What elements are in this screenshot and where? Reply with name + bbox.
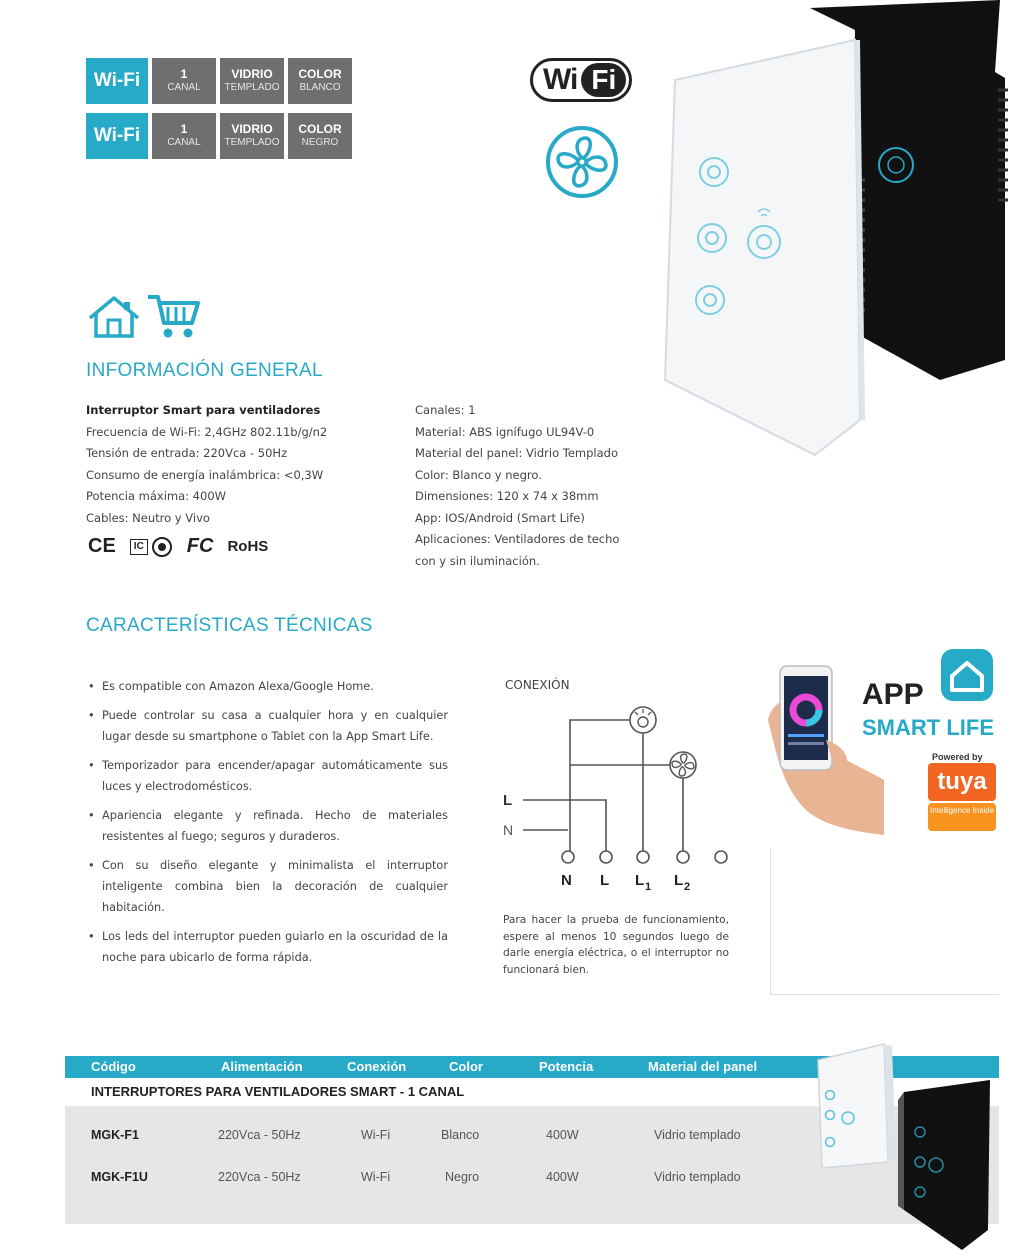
terminal-L2-label: L: [674, 872, 684, 889]
list-item: • Apariencia elegante y refinada. Hecho de materiales resistentes al fuego; seguros y duraderos.: [88, 805, 448, 847]
terminal-N-label: N: [561, 872, 572, 889]
fan-diagram-icon: [670, 752, 696, 778]
features-list: [88, 676, 448, 976]
product-switches-image: [660, 0, 1024, 460]
col-material: Material del panel: [648, 1059, 758, 1074]
connection-title: CONEXIÓN: [505, 678, 570, 692]
test-note: Para hacer la prueba de funcionamiento, espere al menos 10 segundos luego de darle energía eléctrica, o el interruptor no funcionará bien.: [503, 914, 729, 976]
badge-wifi: Wi-Fi: [86, 58, 148, 104]
badge-channel: 1 CANAL: [152, 113, 216, 159]
col-potencia: Potencia: [539, 1059, 594, 1074]
general-info-heading: INFORMACIÓN GENERAL: [86, 360, 323, 381]
badge-row-white: [86, 58, 352, 104]
blank-panel: [770, 848, 999, 995]
col-codigo: Código: [91, 1059, 136, 1074]
badge-row-black: [86, 113, 352, 159]
certifications: [88, 535, 268, 558]
terminal-L2-sub: 2: [684, 881, 691, 893]
general-info-left: Interruptor Smart para ventiladores Frecuencia de Wi-Fi: 2,4GHz 802.11b/g/n2 Tensión de entrada: 220Vca - 50Hz Consumo de energía inalámbrica: <0,3W Potencia máxima: 400W Cables: Neutro y Vivo: [86, 403, 328, 525]
line-L-label: L: [503, 792, 513, 809]
shopping-cart-icon: [146, 293, 200, 341]
badge-glass: VIDRIO TEMPLADO: [220, 58, 284, 104]
list-item: • Es compatible con Amazon Alexa/Google Home.: [88, 676, 448, 697]
badge-glass: VIDRIO TEMPLADO: [220, 113, 284, 159]
col-alimentacion: Alimentación: [221, 1059, 303, 1074]
tuya-tagline: Intelligence Inside: [928, 803, 996, 831]
ul-circle-icon: [151, 536, 173, 558]
table-row: MGK-F1 220Vca - 50Hz Wi-Fi Blanco 400W Vidrio templado: [91, 1128, 741, 1142]
ce-mark: CE: [88, 535, 116, 557]
product-thumbnails-image: [812, 1040, 1024, 1255]
powered-by-label: Powered by: [932, 752, 983, 762]
ic-mark: IC: [130, 536, 173, 558]
table-title-row: [65, 1078, 845, 1106]
line-N-label: N: [503, 822, 514, 838]
terminal-L-label: L: [600, 872, 610, 889]
badge-color: COLOR NEGRO: [288, 113, 352, 159]
smart-life-label: SMART LIFE: [862, 715, 994, 740]
list-item: • Los leds del interruptor pueden guiarlo en la oscuridad de la noche para ubicarlo de forma rápida.: [88, 926, 448, 968]
fan-icon: [545, 125, 619, 199]
list-item: • Con su diseño elegante y minimalista el interruptor inteligente combina bien la decoración de cualquier habitación.: [88, 855, 448, 918]
badge-wifi: Wi-Fi: [86, 113, 148, 159]
badge-color: COLOR BLANCO: [288, 58, 352, 104]
table-row: MGK-F1U 220Vca - 50Hz Wi-Fi Negro 400W Vidrio templado: [91, 1170, 741, 1184]
terminal-L1-sub: 1: [645, 881, 652, 893]
tech-heading: CARACTERÍSTICAS TÉCNICAS: [86, 615, 373, 636]
list-item: • Temporizador para encender/apagar automáticamente sus luces y electrodomésticos.: [88, 755, 448, 797]
wifi-logo: Wi Fi: [530, 58, 632, 102]
list-item: • Puede controlar su casa a cualquier hora y en cualquier lugar desde su smartphone o Tablet con la App Smart Life.: [88, 705, 448, 747]
app-label: APP: [862, 678, 924, 711]
house-icon: [86, 294, 142, 340]
col-color: Color: [449, 1059, 483, 1074]
terminal-L1-label: L: [635, 872, 645, 889]
wiring-diagram: [495, 695, 745, 900]
tuya-logo: tuya: [928, 763, 996, 801]
fcc-mark: FC: [186, 535, 214, 557]
badge-channel: 1 CANAL: [152, 58, 216, 104]
col-conexion: Conexión: [347, 1059, 407, 1074]
table-title: INTERRUPTORES PARA VENTILADORES SMART - 1 CANAL: [91, 1084, 465, 1099]
rohs-mark: RoHS: [227, 538, 269, 555]
general-info-right: Canales: 1 Material: ABS ignífugo UL94V-0 Material del panel: Vidrio Templado Color: Blanco y negro. Dimensiones: 120 x 74 x 38mm App: IOS/Android (Smart Life) Aplicaciones: Ventiladores de techo con y sin iluminación.: [415, 403, 620, 568]
smart-life-app-icon: [938, 646, 996, 704]
